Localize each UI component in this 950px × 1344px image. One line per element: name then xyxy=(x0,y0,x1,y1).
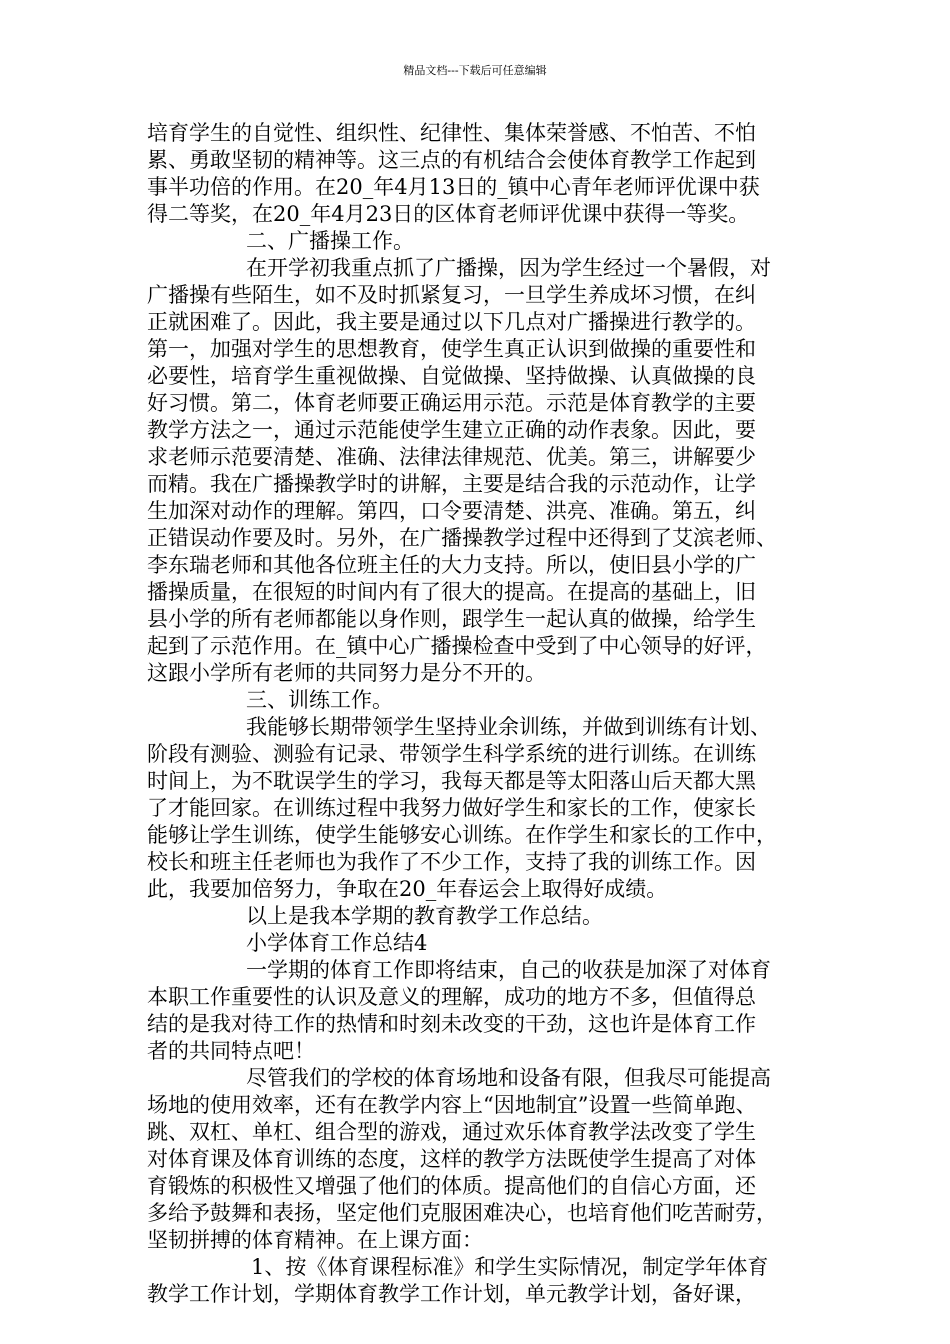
text-line: 李东瑞老师和其他各位班主任的大力支持。所以，使旧县小学的广 xyxy=(147,553,756,577)
text-line: 求老师示范要清楚、准确、法律法律规范、优美。第三，讲解要少 xyxy=(147,445,756,469)
text-line: 以上是我本学期的教育教学工作总结。 xyxy=(246,904,603,928)
text-line: 校长和班主任老师也为我作了不少工作，支持了我的训练工作。因 xyxy=(147,850,756,874)
text-line: 生加深对动作的理解。第四，口令要清楚、洪亮、准确。第五，纠 xyxy=(147,499,756,523)
text-line: 广播操有些陌生，如不及时抓紧复习，一旦学生养成坏习惯，在纠 xyxy=(147,283,756,307)
text-line: 能够让学生训练，使学生能够安心训练。在作学生和家长的工作中， xyxy=(147,823,777,847)
document-body xyxy=(147,120,817,1308)
text-line: 而精。我在广播操教学时的讲解，主要是结合我的示范动作，让学 xyxy=(147,472,756,496)
text-line: 教学工作计划，学期体育教学工作计划，单元教学计划，备好课， xyxy=(147,1282,756,1306)
page-header: 精品文档---下载后可任意编辑 xyxy=(403,64,547,77)
text-line: 此，我要加倍努力，争取在20_年春运会上取得好成绩。 xyxy=(147,877,668,901)
text-line: 正就困难了。因此，我主要是通过以下几点对广播操进行教学的。 xyxy=(147,310,756,334)
text-line: 小学体育工作总结4 xyxy=(246,931,428,955)
text-line: 二、广播操工作。 xyxy=(246,229,414,253)
text-line: 坚韧拼搏的体育精神。在上课方面： xyxy=(147,1228,483,1252)
text-line: 阶段有测验、测验有记录、带领学生科学系统的进行训练。在训练 xyxy=(147,742,756,766)
text-line: 必要性，培育学生重视做操、自觉做操、坚持做操、认真做操的良 xyxy=(147,364,756,388)
text-line: 结的是我对待工作的热情和时刻未改变的干劲，这也许是体育工作 xyxy=(147,1012,756,1036)
text-line: 对体育课及体育训练的态度，这样的教学方法既使学生提高了对体 xyxy=(147,1147,756,1171)
text-line: 一学期的体育工作即将结束，自己的收获是加深了对体育 xyxy=(246,958,771,982)
text-line: 累、勇敢坚韧的精神等。这三点的有机结合会使体育教学工作起到 xyxy=(147,148,756,172)
text-line: 本职工作重要性的认识及意义的理解，成功的地方不多，但值得总 xyxy=(147,985,756,1009)
text-line: 跳、双杠、单杠、组合型的游戏，通过欢乐体育教学法改变了学生 xyxy=(147,1120,756,1144)
text-line: 多给予鼓舞和表扬，坚定他们克服困难决心，也培育他们吃苦耐劳， xyxy=(147,1201,777,1225)
text-line: 我能够长期带领学生坚持业余训练，并做到训练有计划、 xyxy=(246,715,771,739)
text-line: 得二等奖，在20_年4月23日的区体育老师评优课中获得一等奖。 xyxy=(147,202,750,226)
text-line: 第一，加强对学生的思想教育，使学生真正认识到做操的重要性和 xyxy=(147,337,756,361)
text-line: 尽管我们的学校的体育场地和设备有限，但我尽可能提高 xyxy=(246,1066,771,1090)
text-line: 正错误动作要及时。另外，在广播操教学过程中还得到了艾滨老师、 xyxy=(147,526,777,550)
text-line: 播操质量，在很短的时间内有了很大的提高。在提高的基础上，旧 xyxy=(147,580,756,604)
text-line: 这跟小学所有老师的共同努力是分不开的。 xyxy=(147,661,546,685)
text-line: 起到了示范作用。在_镇中心广播操检查中受到了中心领导的好评， xyxy=(147,634,767,658)
text-line: 县小学的所有老师都能以身作则，跟学生一起认真的做操，给学生 xyxy=(147,607,756,631)
text-line: 育锻炼的积极性又增强了他们的体质。提高他们的自信心方面，还 xyxy=(147,1174,756,1198)
text-line: 在开学初我重点抓了广播操，因为学生经过一个暑假，对 xyxy=(246,256,771,280)
text-line: 者的共同特点吧！ xyxy=(147,1039,315,1063)
text-line: 1、按《体育课程标准》和学生实际情况，制定学年体育 xyxy=(251,1255,769,1279)
text-line: 场地的使用效率，还有在教学内容上“因地制宜”设置一些简单跑、 xyxy=(147,1093,757,1117)
text-line: 培育学生的自觉性、组织性、纪律性、集体荣誉感、不怕苦、不怕 xyxy=(147,121,756,145)
text-line: 好习惯。第二，体育老师要正确运用示范。示范是体育教学的主要 xyxy=(147,391,756,415)
text-line: 三、训练工作。 xyxy=(246,688,393,712)
text-line: 时间上，为不耽误学生的学习，我每天都是等太阳落山后天都大黑 xyxy=(147,769,756,793)
text-line: 了才能回家。在训练过程中我努力做好学生和家长的工作，使家长 xyxy=(147,796,756,820)
text-line: 教学方法之一，通过示范能使学生建立正确的动作表象。因此，要 xyxy=(147,418,756,442)
text-line: 事半功倍的作用。在20_年4月13日的_镇中心青年老师评优课中获 xyxy=(147,175,760,199)
